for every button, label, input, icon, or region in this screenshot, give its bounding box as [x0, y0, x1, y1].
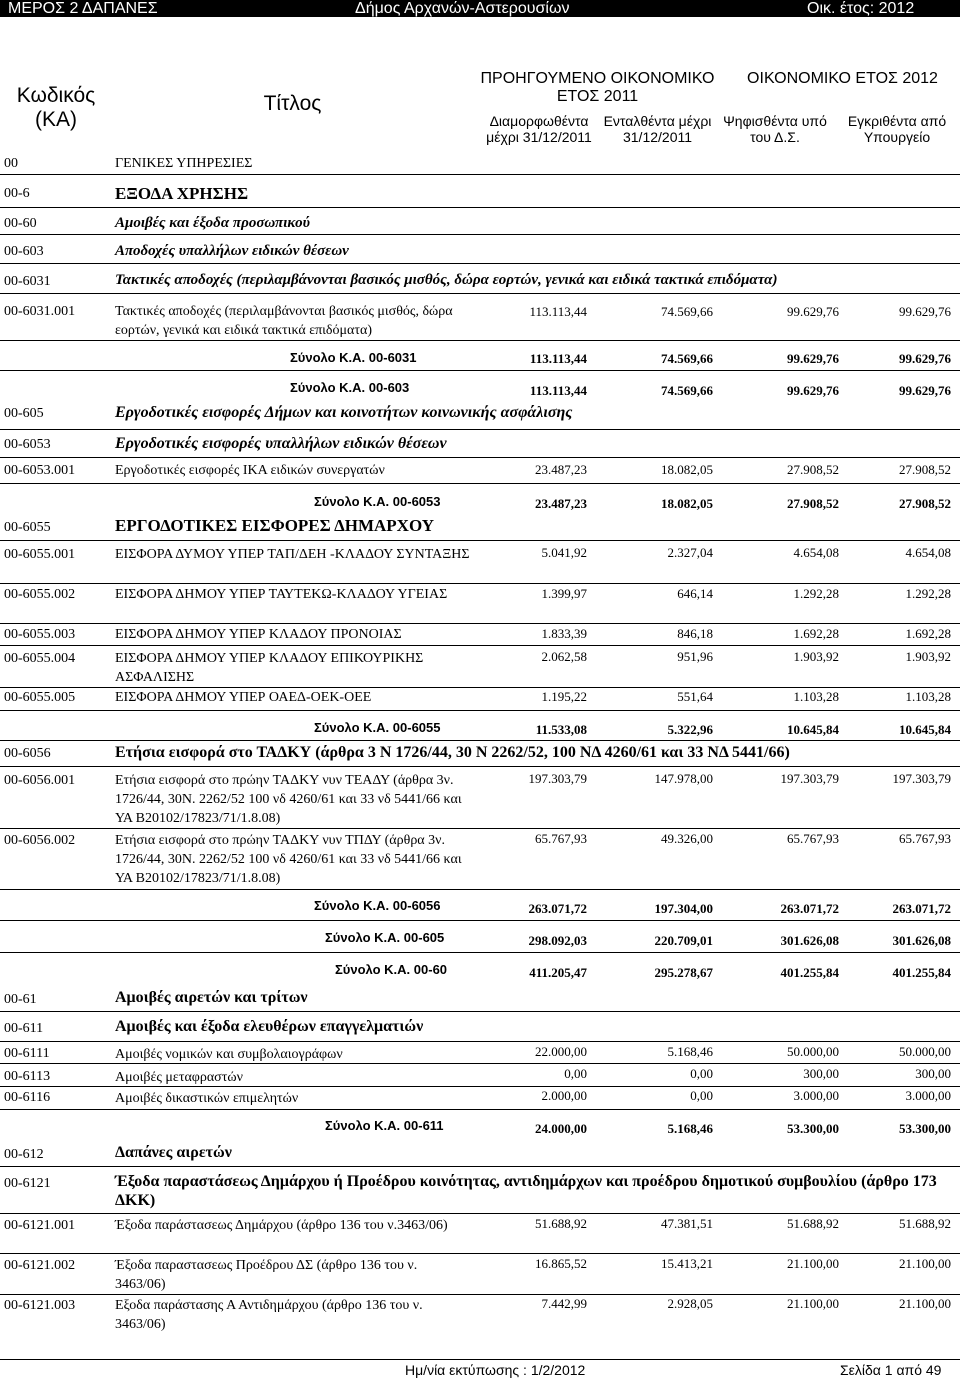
- row-divider: [0, 828, 960, 829]
- row-code: 00-6056.002: [4, 833, 76, 848]
- row-title: ΕΞΟΔΑ ΧΡΗΣΗΣ: [115, 184, 249, 203]
- row-title: Εργοδοτικές εισφορές υπαλλήλων ειδικών θέσεων: [115, 435, 447, 452]
- subtotal-label: Σύνολο Κ.Α. 00-6055: [314, 720, 441, 735]
- row-code: 00-6055.002: [4, 587, 76, 602]
- subtotal-prev-ordered: 220.709,01: [654, 933, 713, 948]
- value-cur-approved: 99.629,76: [899, 304, 951, 319]
- row-title: Δαπάνες αιρετών: [115, 1144, 232, 1161]
- col-cur-voted-header: Ψηφισθέντα υπό του Δ.Σ.: [723, 113, 827, 146]
- row-title: ΕΡΓΟΔΟΤΙΚΕΣ ΕΙΣΦΟΡΕΣ ΔΗΜΑΡΧΟΥ: [115, 516, 434, 535]
- row-code: 00-6055.003: [4, 627, 76, 642]
- subtotal-label: Σύνολο Κ.Α. 00-6056: [314, 898, 441, 913]
- row-title: ΕΙΣΦΟΡΑ ΔΗΜΟΥ ΥΠΕΡ ΚΛΑΔΟΥ ΠΡΟΝΟΙΑΣ: [115, 627, 402, 642]
- row-title: Αποδοχές υπαλλήλων ειδικών θέσεων: [115, 243, 349, 259]
- value-cur-voted: 3.000,00: [793, 1088, 839, 1103]
- subtotal-cur-voted: 53.300,00: [787, 1121, 839, 1136]
- subtotal-label: Σύνολο Κ.Α. 00-6053: [314, 494, 441, 509]
- row-title: Ετήσια εισφορά στο πρώην ΤΑΔΚΥ νυν ΤΕΑΔΥ (άρθρα 3ν. 1726/44, 30Ν. 2262/52 100 νδ 4260/61 και 33 νδ 5441/66 και ΥΑ Β20102/17823/71/1.8.08): [115, 773, 462, 826]
- value-cur-voted: 50.000,00: [787, 1044, 839, 1059]
- row-divider: [0, 234, 960, 235]
- subtotal-prev-formed: 113.113,44: [529, 351, 587, 366]
- row-code: 00-6055.001: [4, 547, 76, 562]
- row-code: 00: [4, 156, 18, 171]
- row-divider: [0, 340, 960, 341]
- row-title: Αμοιβές δικαστικών επιμελητών: [115, 1091, 299, 1106]
- value-cur-approved: 197.303,79: [892, 771, 951, 786]
- row-divider: [0, 1294, 960, 1295]
- row-title: Ετήσια εισφορά στο πρώην ΤΑΔΚΥ νυν ΤΠΔΥ (άρθρα 3ν. 1726/44, 30Ν. 2262/52 100 νδ 4260/61 και 33 νδ 5441/66 και ΥΑ Β20102/17823/71/1.8.08): [115, 833, 462, 886]
- subtotal-cur-approved: 99.629,76: [899, 351, 951, 366]
- row-divider: [0, 370, 960, 371]
- row-divider: [0, 207, 960, 208]
- row-divider: [0, 1041, 960, 1042]
- page-header-bar: [0, 0, 960, 17]
- value-prev-formed: 7.442,99: [541, 1296, 587, 1311]
- col-code-header: Κωδικός (ΚΑ): [16, 84, 96, 132]
- value-prev-formed: 65.767,93: [535, 831, 587, 846]
- row-divider: [0, 583, 960, 584]
- row-title: Έξοδα παραστάσεως Δημάρχου ή Προέδρου κοινότητας, αντιδημάρχων και προέδρου δημοτικού συμβουλίου (άρθρο 173 ΔΚΚ): [115, 1173, 937, 1209]
- row-code: 00-6056.001: [4, 773, 76, 788]
- row-divider: [0, 623, 960, 624]
- subtotal-cur-approved: 401.255,84: [892, 965, 951, 980]
- row-code: 00-6121.001: [4, 1218, 76, 1233]
- row-code: 00-6053: [4, 437, 51, 452]
- fiscal-year-label: Οικ. έτος: 2012: [807, 0, 915, 17]
- row-divider: [0, 952, 960, 953]
- row-code: 00-6031.001: [4, 304, 76, 319]
- subtotal-prev-formed: 113.113,44: [529, 383, 587, 398]
- value-prev-formed: 2.062,58: [541, 649, 587, 664]
- value-cur-approved: 1.692,28: [905, 626, 951, 641]
- value-prev-ordered: 47.381,51: [661, 1216, 713, 1231]
- col-cur-year-header: ΟΙΚΟΝΟΜΙΚΟ ΕΤΟΣ 2012: [747, 70, 938, 87]
- row-divider: [0, 293, 960, 294]
- value-prev-formed: 22.000,00: [535, 1044, 587, 1059]
- value-cur-voted: 300,00: [803, 1066, 839, 1081]
- value-prev-ordered: 2.928,05: [667, 1296, 713, 1311]
- row-divider: [0, 710, 960, 711]
- row-title: ΓΕΝΙΚΕΣ ΥΠΗΡΕΣΙΕΣ: [115, 156, 253, 171]
- subtotal-cur-approved: 301.626,08: [892, 933, 951, 948]
- municipality-name: Δήμος Αρχανών-Αστερουσίων: [355, 0, 570, 17]
- row-code: 00-612: [4, 1147, 44, 1162]
- value-prev-ordered: 74.569,66: [661, 304, 713, 319]
- value-cur-voted: 21.100,00: [787, 1296, 839, 1311]
- row-title: Αμοιβές και έξοδα προσωπικού: [115, 215, 310, 231]
- value-prev-ordered: 846,18: [677, 626, 713, 641]
- value-cur-approved: 65.767,93: [899, 831, 951, 846]
- row-title: Εξοδα παράστασης Α Αντιδημάρχου (άρθρο 136 του ν. 3463/06): [115, 1298, 423, 1332]
- subtotal-prev-ordered: 74.569,66: [661, 383, 713, 398]
- subtotal-label: Σύνολο Κ.Α. 00-6031: [290, 350, 417, 365]
- value-cur-voted: 1.292,28: [793, 586, 839, 601]
- value-prev-formed: 1.195,22: [541, 689, 587, 704]
- value-prev-formed: 23.487,23: [535, 462, 587, 477]
- value-prev-formed: 51.688,92: [535, 1216, 587, 1231]
- row-code: 00-6121.002: [4, 1258, 76, 1273]
- value-cur-voted: 1.903,92: [793, 649, 839, 664]
- row-divider: [0, 1253, 960, 1254]
- value-prev-formed: 5.041,92: [541, 545, 587, 560]
- value-cur-voted: 1.692,28: [793, 626, 839, 641]
- row-divider: [0, 1166, 960, 1167]
- value-prev-ordered: 551,64: [677, 689, 713, 704]
- subtotal-cur-approved: 263.071,72: [892, 901, 951, 916]
- row-divider: [0, 540, 960, 541]
- value-prev-formed: 1.399,97: [541, 586, 587, 601]
- row-divider: [0, 483, 960, 484]
- value-cur-voted: 65.767,93: [787, 831, 839, 846]
- value-cur-approved: 21.100,00: [899, 1296, 951, 1311]
- subtotal-cur-voted: 99.629,76: [787, 351, 839, 366]
- value-cur-approved: 1.292,28: [905, 586, 951, 601]
- value-prev-ordered: 0,00: [690, 1088, 713, 1103]
- subtotal-label: Σύνολο Κ.Α. 00-611: [325, 1118, 444, 1133]
- col-prev-formed-header: Διαμορφωθέντα μέχρι 31/12/2011: [486, 113, 592, 146]
- subtotal-prev-ordered: 74.569,66: [661, 351, 713, 366]
- page-number: Σελίδα 1 από 49: [840, 1362, 942, 1378]
- value-cur-approved: 50.000,00: [899, 1044, 951, 1059]
- row-divider: [0, 1011, 960, 1012]
- row-code: 00-6: [4, 186, 30, 201]
- col-prev-year-header: ΠΡΟΗΓΟΥΜΕΝΟ ΟΙΚΟΝΟΜΙΚΟ ΕΤΟΣ 2011: [480, 70, 715, 106]
- row-code: 00-6031: [4, 274, 51, 289]
- row-code: 00-6056: [4, 746, 51, 761]
- row-code: 00-6121: [4, 1176, 51, 1191]
- row-divider: [0, 645, 960, 646]
- subtotal-label: Σύνολο Κ.Α. 00-605: [325, 930, 445, 945]
- value-prev-formed: 0,00: [564, 1066, 587, 1081]
- row-code: 00-6113: [4, 1069, 51, 1084]
- value-prev-ordered: 147.978,00: [654, 771, 713, 786]
- value-cur-approved: 3.000,00: [905, 1088, 951, 1103]
- row-code: 00-6055.005: [4, 690, 76, 705]
- row-divider: [0, 457, 960, 458]
- subtotal-cur-voted: 99.629,76: [787, 383, 839, 398]
- subtotal-prev-ordered: 5.168,46: [667, 1121, 713, 1136]
- row-code: 00-603: [4, 244, 44, 259]
- value-cur-voted: 27.908,52: [787, 462, 839, 477]
- row-divider: [0, 263, 960, 264]
- subtotal-cur-voted: 301.626,08: [780, 933, 839, 948]
- row-title: Τακτικές αποδοχές (περιλαμβάνονται βασικός μισθός, δώρα εορτών, γενικά και ειδικά τακτικά επιδόματα): [115, 272, 778, 288]
- value-prev-formed: 16.865,52: [535, 1256, 587, 1271]
- value-cur-approved: 300,00: [915, 1066, 951, 1081]
- value-cur-voted: 1.103,28: [793, 689, 839, 704]
- subtotal-label: Σύνολο Κ.Α. 00-603: [290, 380, 410, 395]
- row-title: ΕΙΣΦΟΡΑ ΔΗΜΟΥ ΥΠΕΡ ΚΛΑΔΟΥ ΕΠΙΚΟΥΡΙΚΗΣ ΑΣΦΑΛΙΣΗΣ: [115, 651, 424, 685]
- row-code: 00-6111: [4, 1046, 50, 1061]
- subtotal-cur-voted: 401.255,84: [780, 965, 839, 980]
- row-title: Αμοιβές και έξοδα ελευθέρων επαγγελματιών: [115, 1018, 424, 1035]
- value-prev-formed: 113.113,44: [529, 304, 587, 319]
- col-title-header: Τίτλος: [263, 92, 322, 115]
- subtotal-prev-ordered: 18.082,05: [661, 496, 713, 511]
- value-cur-approved: 27.908,52: [899, 462, 951, 477]
- row-code: 00-6055.004: [4, 651, 76, 666]
- subtotal-prev-formed: 298.092,03: [528, 933, 587, 948]
- subtotal-label: Σύνολο Κ.Α. 00-60: [335, 962, 448, 977]
- row-title: Έξοδα παραστασεως Προέδρου ΔΣ (άρθρο 136 του ν. 3463/06): [115, 1258, 418, 1292]
- footer-divider: [0, 1359, 960, 1360]
- row-title: Εργοδοτικές εισφορές ΙΚΑ ειδικών συνεργατών: [115, 463, 385, 478]
- value-prev-ordered: 0,00: [690, 1066, 713, 1081]
- row-code: 00-605: [4, 406, 44, 421]
- row-divider: [0, 1063, 960, 1064]
- value-prev-ordered: 2.327,04: [667, 545, 713, 560]
- subtotal-prev-formed: 24.000,00: [535, 1121, 587, 1136]
- row-title: Εργοδοτικές εισφορές Δήμων και κοινοτήτων κοινωνικής ασφάλισης: [115, 404, 573, 421]
- row-code: 00-611: [4, 1021, 44, 1036]
- value-cur-approved: 21.100,00: [899, 1256, 951, 1271]
- row-divider: [0, 1109, 960, 1110]
- row-divider: [0, 740, 960, 741]
- section-label: ΜΕΡΟΣ 2 ΔΑΠΑΝΕΣ: [8, 0, 158, 17]
- row-code: 00-6055: [4, 520, 51, 535]
- value-prev-ordered: 49.326,00: [661, 831, 713, 846]
- value-cur-approved: 4.654,08: [905, 545, 951, 560]
- print-date: Ημ/νία εκτύπωσης : 1/2/2012: [405, 1362, 586, 1378]
- subtotal-cur-voted: 10.645,84: [787, 722, 839, 737]
- subtotal-prev-formed: 23.487,23: [535, 496, 587, 511]
- row-divider: [0, 920, 960, 921]
- value-cur-approved: 1.103,28: [905, 689, 951, 704]
- row-title: Αμοιβές αιρετών και τρίτων: [115, 989, 308, 1006]
- row-title: ΕΙΣΦΟΡΑ ΔΗΜΟΥ ΥΠΕΡ ΟΑΕΔ-ΟΕΚ-ΟΕΕ: [115, 690, 372, 705]
- subtotal-prev-ordered: 5.322,96: [667, 722, 713, 737]
- subtotal-cur-voted: 263.071,72: [780, 901, 839, 916]
- row-title: Αμοιβές νομικών και συμβολαιογράφων: [115, 1047, 343, 1062]
- col-cur-approved-header: Εγκριθέντα από Υπουργείο: [847, 113, 947, 146]
- value-cur-voted: 51.688,92: [787, 1216, 839, 1231]
- row-title: Τακτικές αποδοχές (περιλαμβάνονται βασικός μισθός, δώρα εορτών, γενικά και ειδικά τακτικά επιδόματα): [115, 304, 453, 338]
- row-divider: [0, 1086, 960, 1087]
- value-cur-voted: 21.100,00: [787, 1256, 839, 1271]
- row-divider: [0, 766, 960, 767]
- value-cur-approved: 1.903,92: [905, 649, 951, 664]
- col-prev-ordered-header: Ενταλθέντα μέχρι 31/12/2011: [603, 113, 712, 146]
- row-title: ΕΙΣΦΟΡΑ ΔΗΜΟΥ ΥΠΕΡ ΤΑΥΤΕΚΩ-ΚΛΑΔΟΥ ΥΓΕΙΑΣ: [115, 587, 448, 602]
- value-prev-ordered: 5.168,46: [667, 1044, 713, 1059]
- subtotal-prev-formed: 411.205,47: [529, 965, 587, 980]
- row-code: 00-60: [4, 216, 37, 231]
- value-prev-formed: 2.000,00: [541, 1088, 587, 1103]
- row-code: 00-61: [4, 992, 37, 1007]
- subtotal-cur-voted: 27.908,52: [787, 496, 839, 511]
- row-title: Αμοιβές μεταφραστών: [115, 1070, 243, 1085]
- subtotal-cur-approved: 99.629,76: [899, 383, 951, 398]
- row-divider: [0, 1213, 960, 1214]
- value-prev-ordered: 951,96: [677, 649, 713, 664]
- row-title: Ετήσια εισφορά στο ΤΑΔΚΥ (άρθρα 3 Ν 1726/44, 30 Ν 2262/52, 100 ΝΔ 4260/61 και 33 ΝΔ 5441/66): [115, 744, 790, 761]
- value-cur-voted: 4.654,08: [793, 545, 839, 560]
- value-prev-ordered: 18.082,05: [661, 462, 713, 477]
- value-prev-formed: 1.833,39: [541, 626, 587, 641]
- subtotal-prev-formed: 263.071,72: [528, 901, 587, 916]
- row-divider: [0, 889, 960, 890]
- value-cur-voted: 99.629,76: [787, 304, 839, 319]
- row-title: Έξοδα παράστασεως Δημάρχου (άρθρο 136 του ν.3463/06): [115, 1218, 448, 1233]
- row-divider: [0, 174, 960, 175]
- row-code: 00-6053.001: [4, 463, 76, 478]
- subtotal-prev-formed: 11.533,08: [535, 722, 587, 737]
- value-cur-voted: 197.303,79: [780, 771, 839, 786]
- subtotal-cur-approved: 10.645,84: [899, 722, 951, 737]
- value-cur-approved: 51.688,92: [899, 1216, 951, 1231]
- subtotal-prev-ordered: 197.304,00: [654, 901, 713, 916]
- row-title: ΕΙΣΦΟΡΑ ΔΥΜΟΥ ΥΠΕΡ ΤΑΠ/ΔΕΗ -ΚΛΑΔΟΥ ΣΥΝΤΑΞΗΣ: [115, 547, 470, 562]
- subtotal-cur-approved: 27.908,52: [899, 496, 951, 511]
- value-prev-ordered: 646,14: [677, 586, 713, 601]
- subtotal-prev-ordered: 295.278,67: [654, 965, 713, 980]
- row-divider: [0, 429, 960, 430]
- value-prev-ordered: 15.413,21: [661, 1256, 713, 1271]
- row-code: 00-6121.003: [4, 1298, 76, 1313]
- value-prev-formed: 197.303,79: [528, 771, 587, 786]
- row-code: 00-6116: [4, 1090, 51, 1105]
- subtotal-cur-approved: 53.300,00: [899, 1121, 951, 1136]
